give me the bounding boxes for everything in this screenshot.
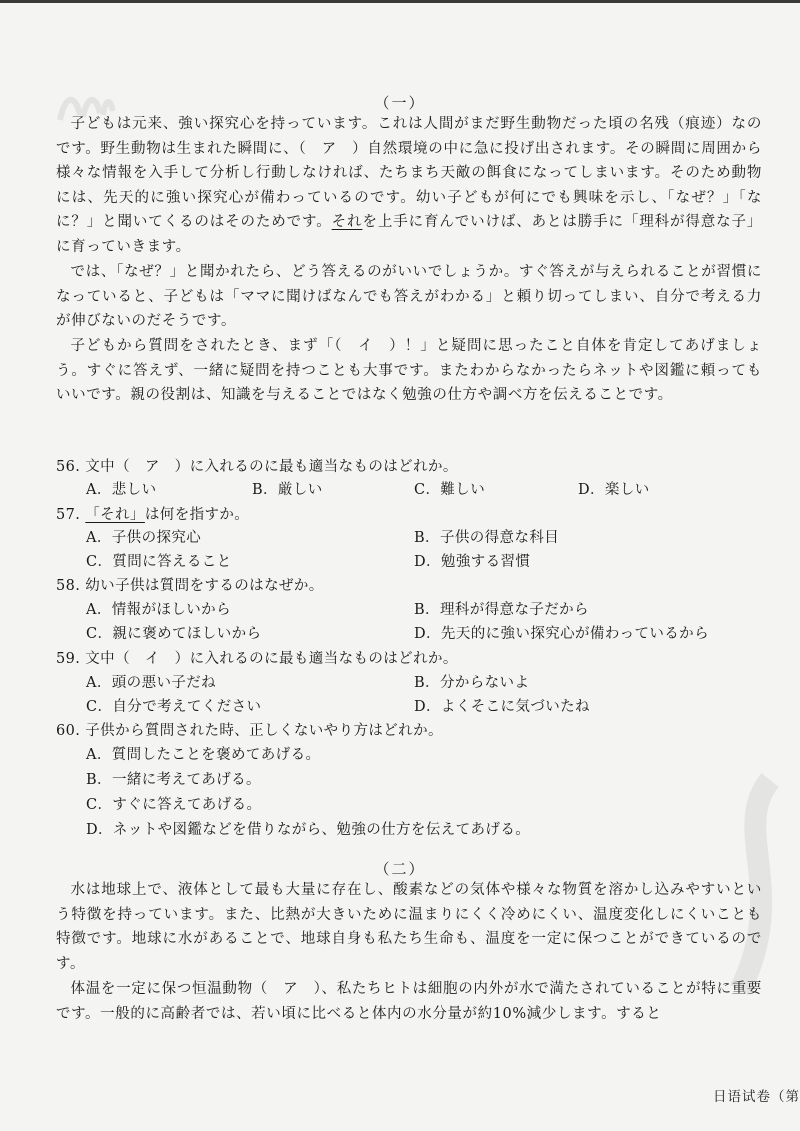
question-60-option-d[interactable]: D．ネットや図鑑などを借りながら、勉強の仕方を伝えてあげる。	[86, 822, 531, 838]
passage1-paragraph-2: では、「なぜ？」と聞かれたら、どう答えるのがいいでしょうか。すぐ答えが与えられることが習慣になっていると、子どもは「ママに聞けばなんでも答えがわかる」と頼り切ってしまい、自分で考える力が伸びないのだそうです。	[56, 264, 762, 330]
top-border	[0, 0, 800, 3]
question-56: 56. 文中（ ア ）に入れるのに最も適当なものはどれか。	[56, 459, 458, 475]
question-57-option-c[interactable]: C．質問に答えること	[86, 554, 232, 570]
passage1-paragraph-3: 子どもから質問をされたとき、まず「（ イ ）！」と疑問に思ったこと自体を肯定してあげましょう。すぐに答えず、一緒に疑問を持つことも大事です。またわからなかったらネットや図鑑に頼ってもいいです。親の役割は、知識を与えることではなく勉強の仕方や調べ方を伝えることです。	[56, 338, 762, 404]
question-56-option-d[interactable]: D．楽しい	[578, 482, 650, 498]
question-58-option-c[interactable]: C．親に褒めてほしいから	[86, 626, 262, 642]
question-59-option-d[interactable]: D．よくそこに気づいたね	[414, 699, 590, 715]
passage2-paragraph-2: 体温を一定に保つ恒温動物（ ア ）、私たちヒトは細胞の内外が水で満たされていることが特に重要です。一般的に高齢者では、若い頃に比べると体内の水分量が約10%減少します。すると	[56, 981, 762, 1022]
reference-sore: それ	[331, 214, 363, 231]
question-60-option-a[interactable]: A．質問したことを褒めてあげる。	[86, 747, 321, 763]
question-59-option-a[interactable]: A．頭の悪い子だね	[86, 675, 217, 691]
question-59-option-b[interactable]: B．分からないよ	[414, 675, 530, 691]
question-58-option-a[interactable]: A．情報がほしいから	[86, 602, 231, 618]
question-58-option-d[interactable]: D．先天的に強い探究心が備わっているから	[414, 626, 709, 642]
question-56-option-c[interactable]: C．難しい	[414, 482, 486, 498]
question-60-option-b[interactable]: B．一緒に考えてあげる。	[86, 772, 261, 788]
question-59-option-c[interactable]: C．自分で考えてください	[86, 699, 262, 715]
question-57-option-a[interactable]: A．子供の探究心	[86, 530, 202, 546]
question-56-option-b[interactable]: B．厳しい	[252, 482, 323, 498]
question-57-option-b[interactable]: B．子供の得意な科目	[414, 530, 560, 546]
passage1-title: （一）	[374, 94, 426, 112]
passage2-title: （二）	[374, 860, 426, 878]
question-60: 60. 子供から質問された時、正しくないやり方はどれか。	[56, 723, 443, 739]
question-58: 58. 幼い子供は質問をするのはなぜか。	[56, 578, 324, 594]
page-footer: 日语试卷（第	[713, 1089, 800, 1105]
question-59: 59. 文中（ イ ）に入れるのに最も適当なものはどれか。	[56, 651, 458, 667]
passage1-paragraph-1: 子どもは元来、強い探究心を持っています。これは人間がまだ野生動物だった頃の名残（痕迹）なのです。野生動物は生まれた瞬間に、（ ア ）自然環境の中に急に投げ出されます。その瞬間に周囲から様々な情報を入手して分析し行動しなければ、たちまち天敵の餌食になってしまいます。そのため動物には、先天的に強い探究心が備わっているのです。幼い子どもが何にでも興味を示し、「なぜ？」「なに？」と聞いてくるのはそのためです。それを上手に育んでいけば、あとは勝手に「理科が得意な子」に育っていきます。	[56, 116, 763, 255]
question-56-option-a[interactable]: A．悲しい	[86, 482, 157, 498]
passage2-paragraph-1: 水は地球上で、液体として最も大量に存在し、酸素などの気体や様々な物質を溶かし込みやすいという特徴を持っています。また、比熱が大きいために温まりにくく冷めにくい、温度変化しにくいことも特徴です。地球に水があることで、地球自身も私たち生命も、温度を一定に保つことができているのです。	[56, 882, 762, 972]
question-57: 57. 「それ」は何を指すか。	[56, 507, 250, 523]
question-60-option-c[interactable]: C．すぐに答えてあげる。	[86, 797, 262, 813]
question-57-option-d[interactable]: D．勉強する習慣	[414, 554, 531, 570]
question-58-option-b[interactable]: B．理科が得意な子だから	[414, 602, 589, 618]
